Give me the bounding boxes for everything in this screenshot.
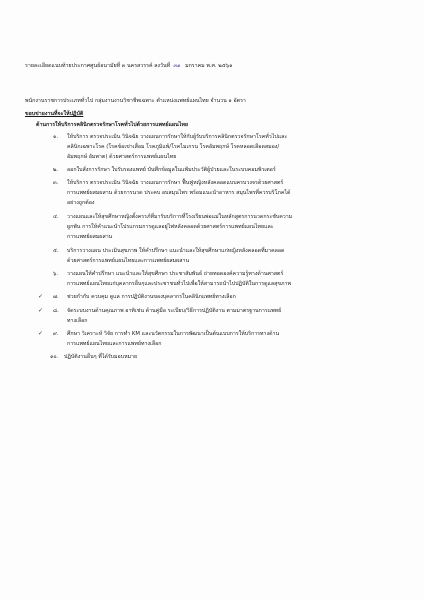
item-4-line-3: การแพทย์ผสมผสาน — [67, 234, 113, 240]
scope-heading: ขอบข่ายงานที่จะให้ปฏิบัติ — [25, 111, 84, 117]
item-2-number: ๒. — [53, 167, 59, 173]
item-8-number: ๘. — [53, 308, 59, 314]
item-9-line-1: ศึกษา วิเคราะห์ วิจัย การทำ KM และนวัตกรรมในการพัฒนาเป็นต้นแบบการให้บริการทางด้าน — [67, 331, 280, 337]
item-1-number: ๑. — [53, 134, 59, 140]
item-4-line-1: วางแผนและให้สุขศึกษาหญิงตั้งครรภ์ที่มารับบริการที่โรงเรียนพ่อแม่ในหลักสูตรการนวดกระชับความ — [67, 214, 293, 220]
header-title: รายละเอียดแนบท้ายประกาศศูนย์อนามัยที่ ๓ นครสวรรค์ ลงวันที่ — [25, 63, 171, 69]
item-8-line-2: ทางเลือก — [67, 318, 88, 324]
item-10-line-1: ปฏิบัติงานอื่นๆ ที่ได้รับมอบหมาย — [64, 354, 138, 360]
item-7-number: ๗. — [53, 294, 59, 300]
item-1-line-1: ให้บริการ ตรวจประเมิน วินิจฉัย วางแผนการรักษาให้กับผู้รับบริการคลินิกตรวจรักษาโรคทั่วไปและ — [67, 134, 288, 140]
scope-subheading: ด้านการให้บริการคลินิกตรวจรักษาโรคทั่วไปด้วยการแพทย์แผนไทย — [36, 122, 189, 128]
item-5-number: ๕. — [53, 248, 59, 254]
item-9-number: ๙. — [53, 331, 59, 337]
header-month-year: มกราคม พ.ศ. ๒๕๖๑ — [185, 63, 233, 69]
item-9-tick-mark: ✓ — [38, 330, 44, 337]
item-8-tick-mark: ✓ — [38, 307, 44, 314]
item-3-line-1: ให้บริการ ตรวจประเมิน วินิจฉัย วางแผนการรักษา ฟื้นฟูหญิงหลังคลอดแบบครบวงจรด้วยศาสตร์ — [67, 180, 284, 186]
item-7-line-1: ช่วยกำกับ ควบคุม ดูแล การปฏิบัติงานของบุคลากรในคลินิกแพทย์ทางเลือก — [67, 294, 236, 300]
document-header — [25, 63, 232, 70]
item-8-line-1: จัดระบบงานด้านคุณภาพ อาทิเช่น ด้านคู่มือ ระเบียบ/วิธีการปฏิบัติงาน ตามมาตรฐานการแพทย์ — [67, 308, 282, 314]
item-1-line-2: คลินิกเฉพาะโรค (โรคข้อเข่าเสื่อม โรคภูมิแพ้/โรคไมเกรน โรคอัมพฤกษ์ โรคหลอดเลือดสมอง/ — [67, 144, 280, 150]
item-6-number: ๖. — [53, 271, 59, 277]
item-2-line-1: ออกใบสั่งการรักษา ใบรับรองแพทย์ บันทึกข้อมูลในแฟ้มประวัติผู้ป่วยและในระบบคอมพิวเตอร์ — [67, 167, 276, 173]
item-7-tick-mark: ✓ — [38, 293, 44, 300]
position-line: พนักงานราชการประเภททั่วไป กลุ่มงานงานวิชาชีพเฉพาะ ตำแหน่งแพทย์แผนไทย จำนวน ๑ อัตรา — [25, 98, 246, 104]
item-5-line-2: ด้วยศาสตร์การแพทย์แผนไทยและการแพทย์ผสมผสาน — [67, 258, 190, 264]
item-4-line-2: ผูกพัน การให้คำแนะนำโปรแกรมการดูแลอยู่ไฟหลังคลอดด้วยศาสตร์การแพทย์แผนไทยและ — [67, 224, 274, 230]
item-4-number: ๔. — [53, 214, 59, 220]
item-1-line-3: อัมพฤกษ์ อัมพาต) ด้วยศาสตร์การแพทย์แผนไทย — [67, 154, 177, 160]
item-10-number: ๑๐. — [50, 354, 59, 360]
item-9-line-2: การแพทย์แผนไทยและการแพทย์ทางเลือก — [67, 341, 162, 347]
item-6-line-1: วางแผนให้คำปรึกษา แนะนำและให้สุขศึกษา ประชาสัมพันธ์ ถ่ายทอดองค์ความรู้ทางด้านศาสตร์ — [67, 271, 284, 277]
item-3-line-2: การแพทย์ผสมผสาน ด้วยการนวด ประคบ อบสมุนไพร พร้อมแนะนำอาหาร สมุนไพรที่ควรบริโภคได้ — [67, 190, 291, 196]
header-day-handwritten: ๓๑ — [173, 63, 181, 69]
item-5-line-1: บริการวางแผน ประเมินสุขภาพ ให้คำปรึกษา แนะนำและให้สุขศึกษาแก่หญิงหลังคลอดที่มาคลอด — [67, 248, 285, 254]
item-3-line-3: อย่างถูกต้อง — [67, 200, 95, 206]
item-6-line-2: การแพทย์แผนไทยแก่บุคลากรอื่นๆและประชาชนทั่วไปเพื่อให้สามารถนำไปปฏิบัติในการดูแลสุขภาพ — [67, 281, 291, 287]
item-3-number: ๓. — [53, 180, 59, 186]
